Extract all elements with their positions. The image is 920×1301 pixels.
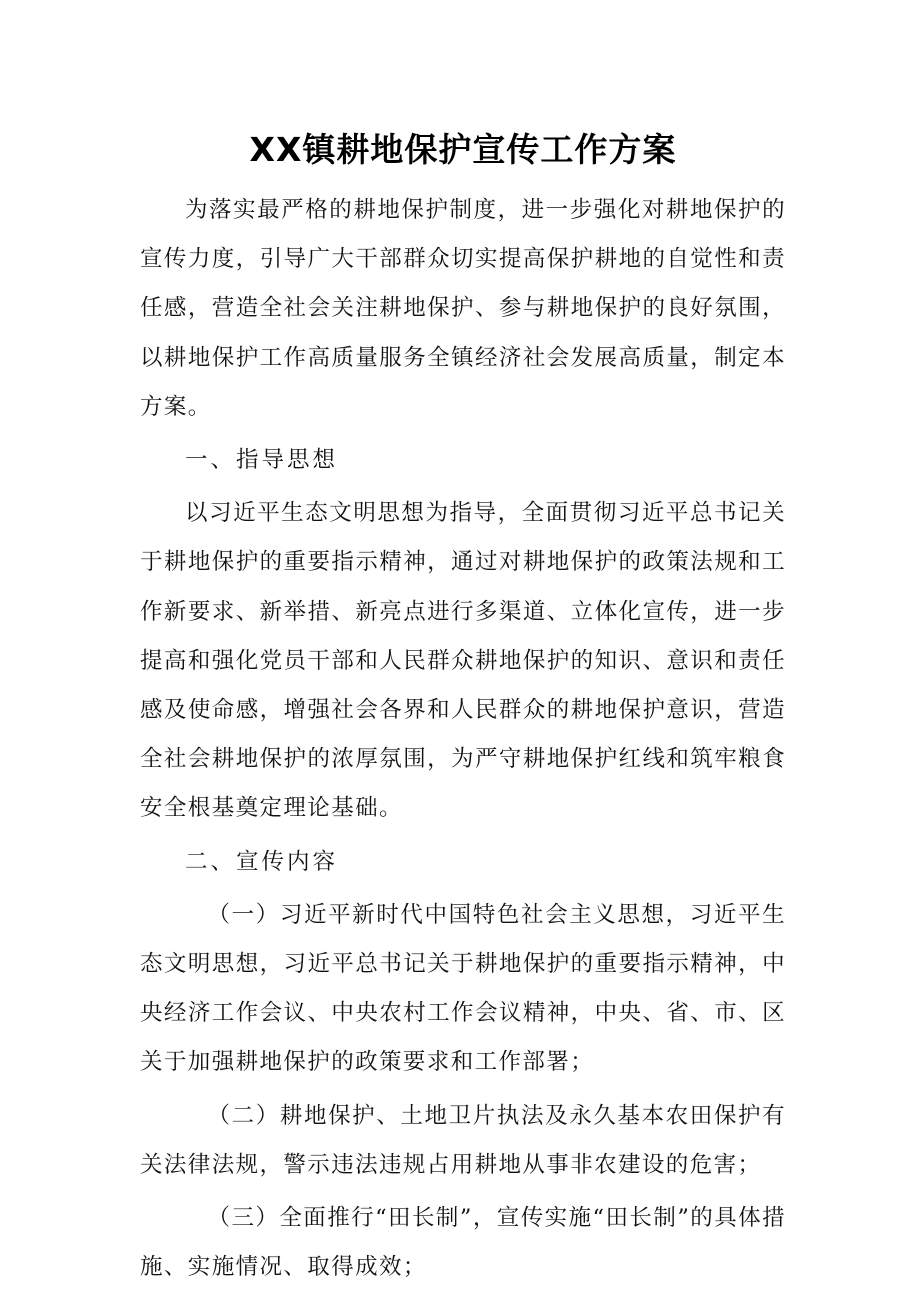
intro-paragraph: 为落实最严格的耕地保护制度，进一步强化对耕地保护的宣传力度，引导广大干部群众切实提高保护耕地的自觉性和责任感，营造全社会关注耕地保护、参与耕地保护的良好氛围，以耕地保护工作高质量服务全镇经济社会发展高质量，制定本方案。 — [140, 197, 786, 420]
content-item-3: （三）全面推行“田长制”，宣传实施“田长制”的具体措施、实施情况、取得成效； — [140, 1205, 786, 1281]
guiding-ideology-paragraph: 以习近平生态文明思想为指导，全面贯彻习近平总书记关于耕地保护的重要指示精神，通过对耕地保护的政策法规和工作新要求、新举措、新亮点进行多渠道、立体化宣传，进一步提高和强化党员干部和人民群众耕地保护的知识、意识和责任感及使命感，增强社会各界和人民群众的耕地保护意识，营造全社会耕地保护的浓厚氛围，为严守耕地保护红线和筑牢粮食安全根基奠定理论基础。 — [140, 500, 786, 822]
content-item-1: （一）习近平新时代中国特色社会主义思想，习近平生态文明思想，习近平总书记关于耕地保护的重要指示精神，中央经济工作会议、中央农村工作会议精神，中央、省、市、区关于加强耕地保护的政策要求和工作部署； — [140, 901, 786, 1076]
content-item-2: （二）耕地保护、土地卫片执法及永久基本农田保护有关法律法规，警示违法违规占用耕地从事非农建设的危害； — [140, 1102, 786, 1178]
document-title: XX镇耕地保护宣传工作方案 — [249, 130, 677, 169]
section-heading-guiding-ideology: 一、指导思想 — [185, 447, 339, 474]
section-heading-publicity-content: 二、宣传内容 — [185, 848, 339, 875]
